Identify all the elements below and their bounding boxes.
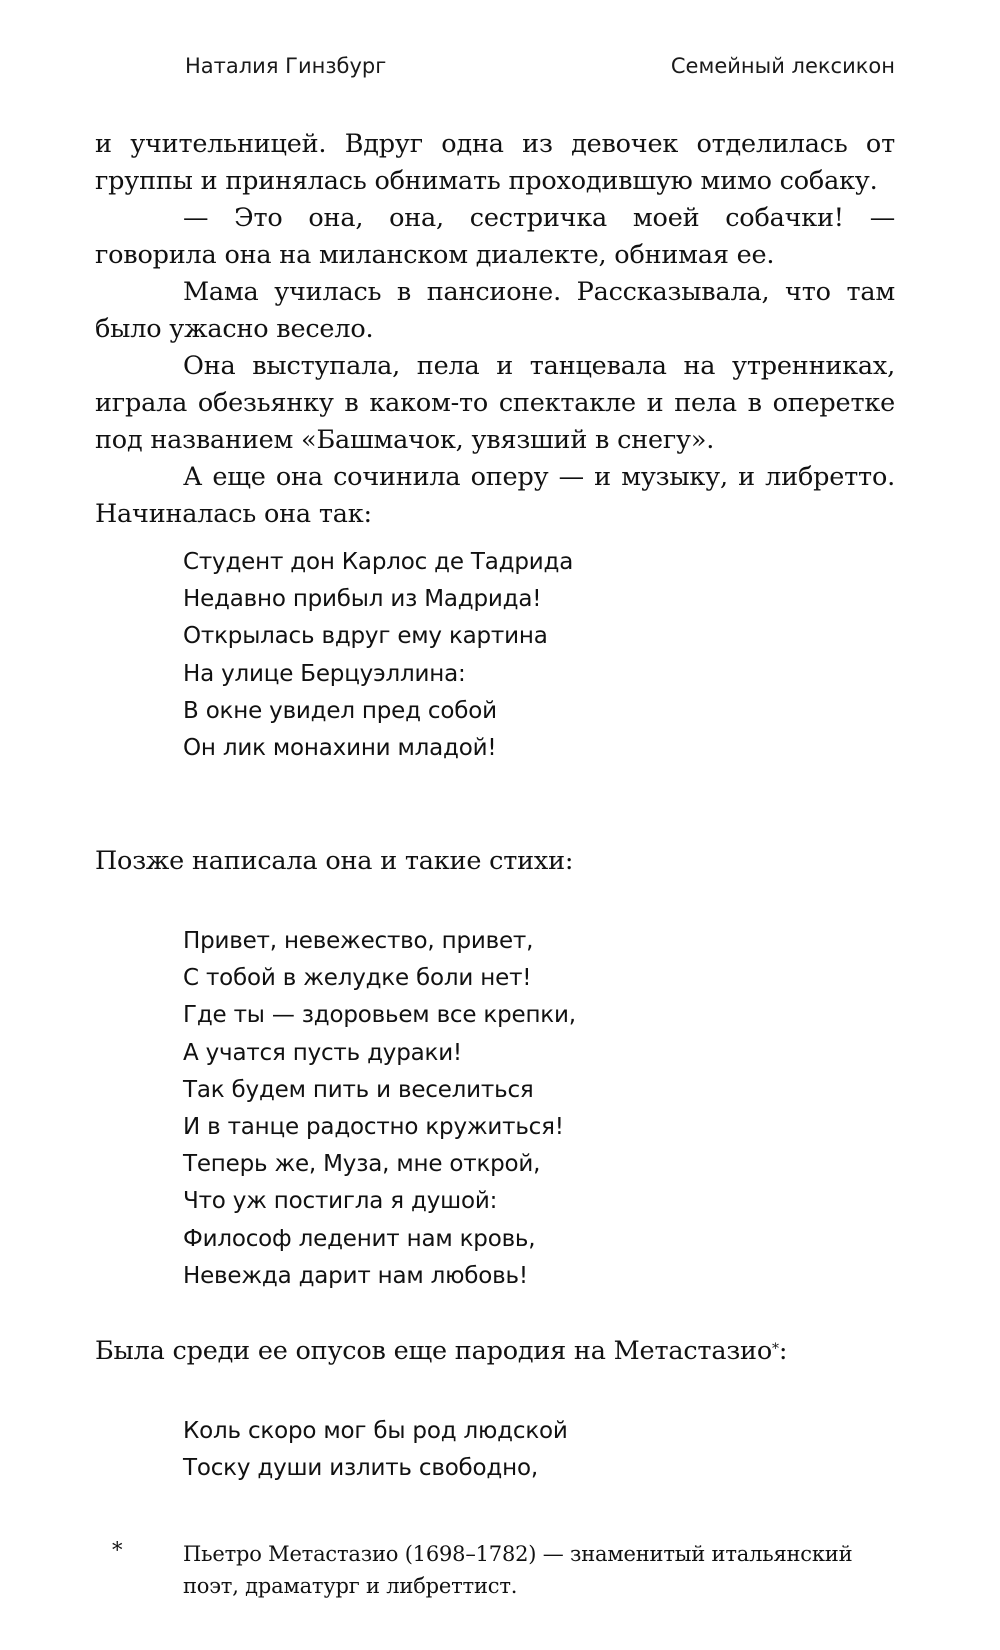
footnote-text: Пьетро Метастазио (1698–1782) — знаменитый итальянский поэт, драматург и либреттист.: [183, 1542, 853, 1598]
verse-line: Где ты — здоровьем все крепки,: [183, 1002, 576, 1029]
verse-ignorance: [183, 923, 576, 1295]
paragraph-performances: Она выступала, пела и танцевала на утренниках, играла обезьянку в каком-то спектакле и пела в оперетке под названием «Башмачок, увязший в снегу».: [95, 351, 895, 455]
verse-line: Невежда дарит нам любовь!: [183, 1262, 528, 1289]
verse-line: На улице Берцуэллина:: [183, 660, 466, 687]
paragraph-dialogue: — Это она, она, сестричка моей собачки! — говорила она на миланском диалекте, обнимая ее.: [95, 203, 895, 270]
paragraph-later-verses: Позже написала она и такие стихи:: [95, 846, 574, 876]
verse-opera: [183, 544, 573, 767]
verse-line: Так будем пить и веселиться: [183, 1076, 534, 1103]
verse-line: Коль скоро мог бы род людской: [183, 1418, 568, 1444]
verse-line: А учатся пусть дураки!: [183, 1039, 462, 1066]
paragraph-parody: Была среди ее опусов еще пародия на Метастазио*:: [95, 1336, 788, 1366]
parody-text: Была среди ее опусов еще пародия на Метастазио: [95, 1336, 772, 1366]
verse-line: И в танце радостно кружиться!: [183, 1114, 564, 1141]
verse-line: Тоску души излить свободно,: [183, 1455, 538, 1482]
verse-line: Привет, невежество, привет,: [183, 928, 534, 954]
header-book-title: Семейный лексикон: [670, 54, 895, 78]
verse-line: Открылась вдруг ему картина: [183, 623, 548, 650]
paragraph-continued: и учительницей. Вдруг одна из девочек отделилась от группы и принялась обнимать проходившую мимо собаку.: [95, 129, 895, 196]
verse-line: Он лик монахини младой!: [183, 735, 497, 762]
verse-line: В окне увидел пред собой: [183, 697, 497, 724]
footnote-mark: *: [112, 1538, 123, 1562]
verse-line: Недавно прибыл из Мадрида!: [183, 586, 542, 613]
verse-line: Что уж постигла я душой:: [183, 1188, 498, 1215]
prose-block-1: [95, 126, 895, 533]
verse-line: Философ леденит нам кровь,: [183, 1225, 536, 1252]
verse-parody: [183, 1413, 568, 1487]
footnote-reference[interactable]: *: [772, 1341, 779, 1357]
paragraph-pension: Мама училась в пансионе. Рассказывала, что там было ужасно весело.: [95, 277, 895, 344]
header-author: Наталия Гинзбург: [185, 54, 387, 78]
verse-line: Студент дон Карлос де Тадрида: [183, 549, 574, 575]
paragraph-opera: А еще она сочинила оперу — и музыку, и либретто. Начиналась она так:: [95, 462, 895, 529]
verse-line: Теперь же, Муза, мне открой,: [183, 1151, 541, 1178]
verse-line: С тобой в желудке боли нет!: [183, 965, 532, 992]
